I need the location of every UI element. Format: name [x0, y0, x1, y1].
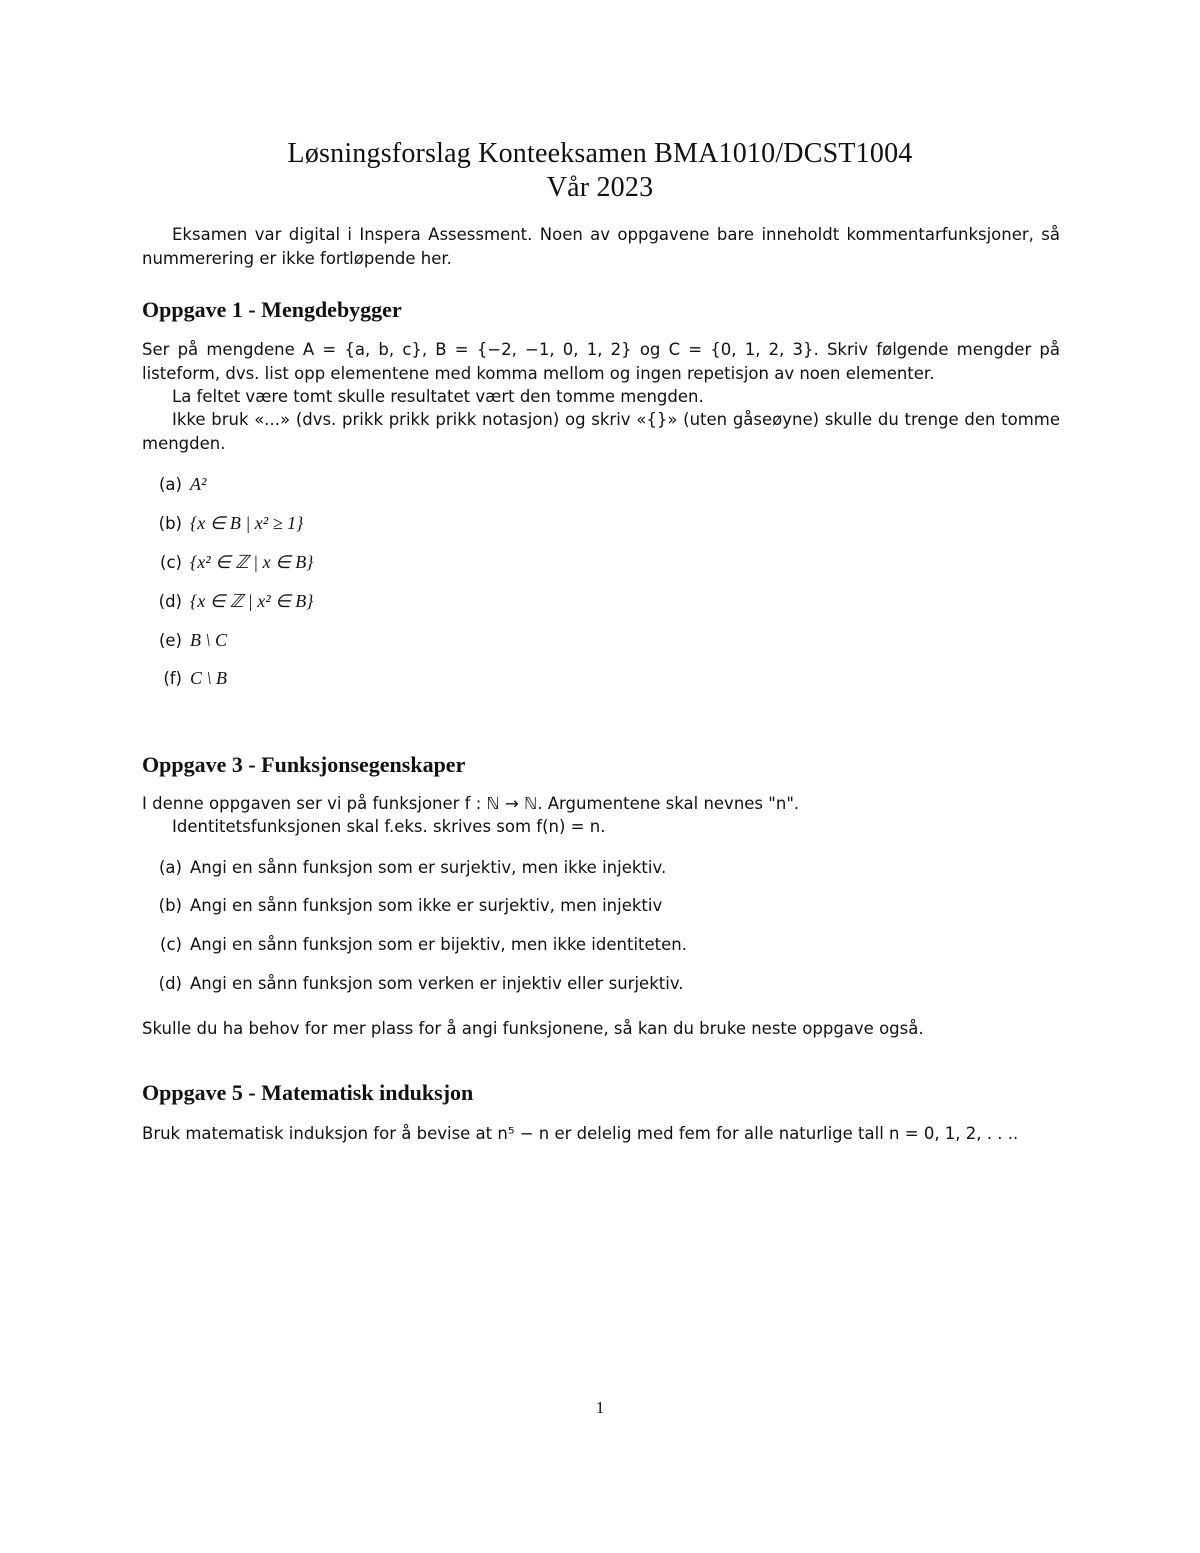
- item-text: C \ B: [190, 668, 228, 688]
- item-label: (d): [158, 592, 182, 611]
- item-label: (e): [158, 631, 182, 650]
- task3-item-b: [142, 896, 662, 915]
- task3-paragraph-2: Identitetsfunksjonen skal f.eks. skrives som f(n) = n.: [172, 817, 606, 836]
- task1-item-a: [142, 474, 206, 495]
- task1-paragraph-1: Ser på mengdene A = {a, b, c}, B = {−2, −1, 0, 1, 2} og C = {0, 1, 2, 3}. Skriv følgende mengder på listeform, dvs. list opp elementene med komma mellom og ingen repetisjon av noen elementer.: [142, 340, 1060, 383]
- item-label: (b): [158, 896, 182, 915]
- task1-paragraph-3: Ikke bruk «...» (dvs. prikk prikk prikk notasjon) og skriv «{}» (uten gåseøyne) skulle du trenge den tomme mengden.: [142, 410, 1060, 453]
- item-text: Angi en sånn funksjon som ikke er surjektiv, men injektiv: [190, 896, 663, 915]
- item-text: Angi en sånn funksjon som verken er injektiv eller surjektiv.: [190, 974, 684, 993]
- task3-item-d: [142, 974, 684, 993]
- item-text: Angi en sånn funksjon som er bijektiv, men ikke identiteten.: [190, 935, 687, 954]
- item-text: Angi en sånn funksjon som er surjektiv, men ikke injektiv.: [190, 858, 667, 877]
- task3-item-c: [142, 935, 687, 954]
- item-label: (f): [163, 669, 182, 688]
- item-text: B \ C: [190, 630, 228, 650]
- task1-item-c: [142, 552, 313, 573]
- item-text: {x² ∈ ℤ | x ∈ B}: [190, 552, 314, 572]
- document-title: Løsningsforslag Konteeksamen BMA1010/DCST1004: [287, 138, 913, 169]
- page-number: 1: [595, 1398, 605, 1417]
- item-label: (a): [159, 475, 182, 494]
- intro-paragraph: Eksamen var digital i Inspera Assessment. Noen av oppgavene bare inneholdt kommentarfunksjoner, så nummerering er ikke fortløpende her.: [142, 225, 1060, 268]
- task1-item-b: [142, 513, 303, 534]
- task1-item-e: [142, 630, 227, 651]
- task3-paragraph-1: I denne oppgaven ser vi på funksjoner f : ℕ → ℕ. Argumentene skal nevnes "n".: [142, 794, 800, 813]
- item-label: (b): [158, 514, 182, 533]
- task5-paragraph: Bruk matematisk induksjon for å bevise at n⁵ − n er delelig med fem for alle naturlige tall n = 0, 1, 2, . . ..: [142, 1124, 1019, 1143]
- task1-paragraph-2: La feltet være tomt skulle resultatet vært den tomme mengden.: [172, 387, 704, 406]
- task1-heading: Oppgave 1 - Mengdebygger: [142, 297, 402, 322]
- item-text: A²: [190, 474, 207, 494]
- task1-item-d: [142, 591, 313, 612]
- item-label: (a): [159, 858, 182, 877]
- task1-item-f: [142, 668, 227, 689]
- task3-footer: Skulle du ha behov for mer plass for å angi funksjonene, så kan du bruke neste oppgave også.: [142, 1019, 924, 1038]
- item-label: (c): [160, 553, 182, 572]
- task5-heading: Oppgave 5 - Matematisk induksjon: [142, 1080, 474, 1105]
- document-subtitle: Vår 2023: [546, 172, 654, 203]
- item-text: {x ∈ ℤ | x² ∈ B}: [190, 591, 314, 611]
- task3-item-a: [142, 858, 666, 877]
- item-label: (d): [158, 974, 182, 993]
- task3-heading: Oppgave 3 - Funksjonsegenskaper: [142, 752, 466, 777]
- item-label: (c): [160, 935, 182, 954]
- item-text: {x ∈ B | x² ≥ 1}: [190, 513, 304, 533]
